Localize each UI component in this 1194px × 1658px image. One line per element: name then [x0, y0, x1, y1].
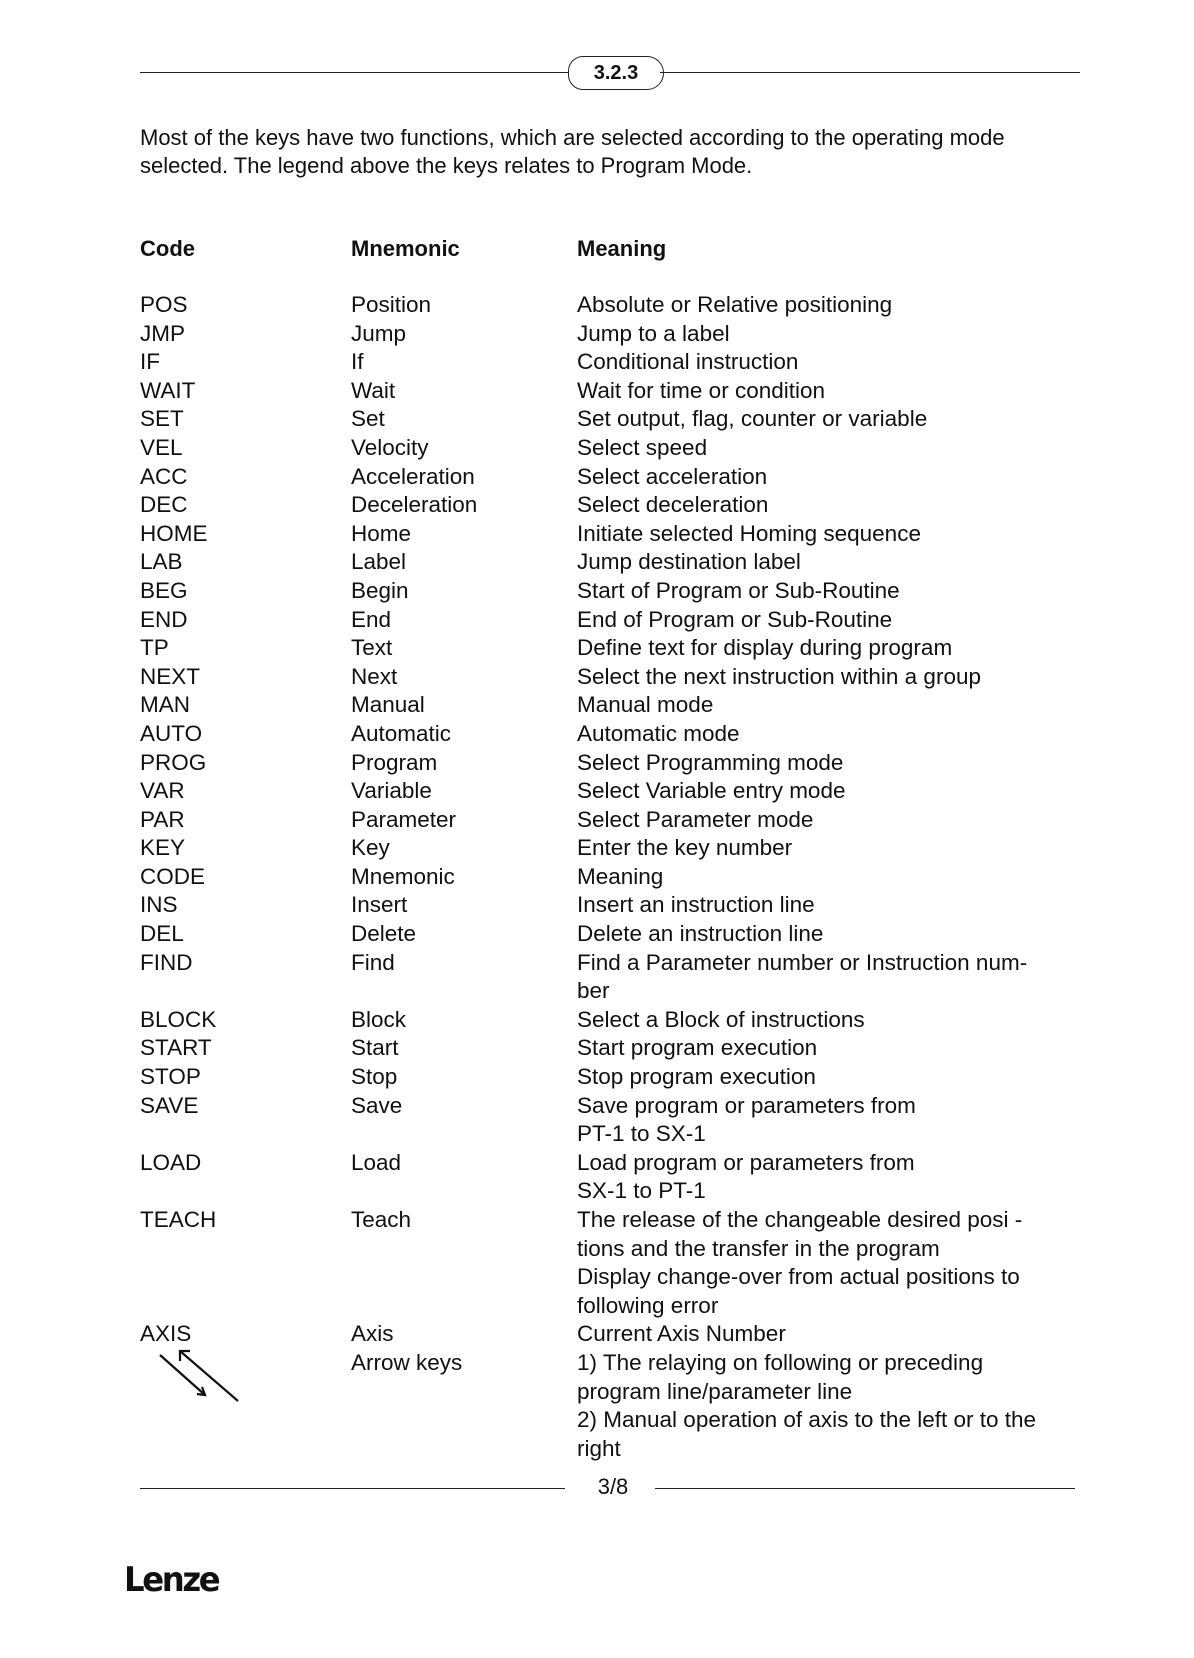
row-mnemonic: Deceleration: [351, 492, 478, 518]
row-meaning: Insert an instruction line: [577, 892, 815, 918]
footer-rule-right: [655, 1488, 1075, 1489]
row-mnemonic: Begin: [351, 577, 409, 603]
table-row: [0, 291, 1194, 320]
row-code: AUTO: [140, 720, 203, 746]
row-mnemonic: Insert: [351, 892, 408, 918]
table-row: [0, 548, 1194, 577]
table-row: [0, 1149, 1194, 1178]
row-meaning: 1) The relaying on following or preceding: [577, 1349, 984, 1375]
table-row: [0, 320, 1194, 349]
table-row: [0, 520, 1194, 549]
table-row: [0, 491, 1194, 520]
table-row: [0, 834, 1194, 863]
table-row: [0, 1063, 1194, 1092]
double-diagonal-arrows-icon: [150, 1345, 250, 1415]
row-mnemonic: Text: [351, 635, 393, 661]
row-mnemonic: Home: [351, 520, 412, 546]
row-mnemonic: Manual: [351, 692, 425, 718]
row-code: VEL: [140, 434, 183, 460]
row-meaning: Select speed: [577, 434, 708, 460]
table-row: [0, 1006, 1194, 1035]
row-code: TP: [140, 635, 169, 661]
row-mnemonic: Program: [351, 749, 438, 775]
table-row: [0, 1034, 1194, 1063]
table-row: [0, 691, 1194, 720]
table-row: [0, 891, 1194, 920]
row-code: DEC: [140, 492, 188, 518]
column-header-code: Code: [140, 236, 195, 261]
row-code: CODE: [140, 863, 206, 889]
column-header-mnemonic: Mnemonic: [351, 236, 460, 261]
row-meaning-continuation: ber: [577, 978, 610, 1004]
row-code: HOME: [140, 520, 208, 546]
row-meaning: Select deceleration: [577, 492, 769, 518]
row-meaning-continuation: tions and the transfer in the program: [577, 1235, 940, 1261]
row-mnemonic: Acceleration: [351, 463, 475, 489]
lenze-logo: Lenze: [124, 1560, 219, 1600]
row-code: PAR: [140, 806, 185, 832]
table-row: [0, 348, 1194, 377]
row-mnemonic: Delete: [351, 921, 417, 947]
row-code: STOP: [140, 1064, 201, 1090]
row-mnemonic: Save: [351, 1092, 403, 1118]
row-meaning-continuation: 2) Manual operation of axis to the left or to the: [577, 1407, 1037, 1433]
header-rule-right: [660, 72, 1080, 73]
row-code: SET: [140, 406, 184, 432]
table-row-continuation: [0, 1292, 1194, 1321]
row-code: BEG: [140, 577, 188, 603]
row-meaning: Save program or parameters from: [577, 1092, 916, 1118]
row-code: DEL: [140, 921, 184, 947]
row-code: JMP: [140, 320, 185, 346]
row-mnemonic: Teach: [351, 1207, 412, 1232]
row-mnemonic: Parameter: [351, 806, 457, 832]
row-meaning: Start of Program or Sub-Routine: [577, 577, 900, 603]
table-row: [0, 1092, 1194, 1121]
row-mnemonic: Velocity: [351, 434, 429, 460]
row-meaning: Find a Parameter number or Instruction num-: [577, 949, 1028, 975]
table-row: [0, 749, 1194, 778]
row-meaning: Delete an instruction line: [577, 921, 824, 947]
row-meaning: The release of the changeable desired posi -: [577, 1207, 1023, 1232]
table-row: [0, 863, 1194, 892]
row-meaning: Automatic mode: [577, 720, 740, 746]
table-row: [0, 920, 1194, 949]
row-code: POS: [140, 292, 188, 317]
row-meaning: Select Programming mode: [577, 749, 844, 775]
table-row: [0, 434, 1194, 463]
table-row: [0, 777, 1194, 806]
row-meaning: Select a Block of instructions: [577, 1006, 865, 1032]
row-code: NEXT: [140, 663, 201, 689]
row-mnemonic: End: [351, 606, 392, 632]
row-meaning-continuation: following error: [577, 1292, 719, 1318]
row-mnemonic: Mnemonic: [351, 863, 455, 889]
row-code: INS: [140, 892, 178, 918]
row-meaning: Absolute or Relative positioning: [577, 292, 893, 317]
row-meaning: Current Axis Number: [577, 1321, 786, 1347]
table-row: [0, 663, 1194, 692]
row-meaning: Enter the key number: [577, 835, 793, 861]
table-row: [0, 405, 1194, 434]
footer-rule-left: [140, 1488, 565, 1489]
row-code: SAVE: [140, 1092, 199, 1118]
row-code: PROG: [140, 749, 207, 775]
row-code: TEACH: [140, 1207, 217, 1232]
table-row: [0, 720, 1194, 749]
row-meaning: Select Variable entry mode: [577, 778, 846, 804]
row-meaning: End of Program or Sub-Routine: [577, 606, 893, 632]
row-meaning-continuation: SX-1 to PT-1: [577, 1178, 706, 1204]
row-meaning: Manual mode: [577, 692, 714, 718]
intro-paragraph: Most of the keys have two functions, which are selected according to the operating mode selected. The legend above the keys relates to Program Mode.: [140, 125, 1005, 178]
key-table: [0, 291, 1194, 1463]
row-mnemonic: Stop: [351, 1064, 398, 1090]
row-meaning: Select Parameter mode: [577, 806, 814, 832]
row-mnemonic: Find: [351, 949, 395, 975]
row-meaning: Set output, flag, counter or variable: [577, 406, 928, 432]
row-mnemonic: Jump: [351, 320, 407, 346]
table-row: [0, 463, 1194, 492]
row-mnemonic: Load: [351, 1149, 402, 1175]
row-code: END: [140, 606, 188, 632]
row-code: LAB: [140, 549, 183, 575]
row-meaning: Conditional instruction: [577, 349, 799, 375]
row-code: KEY: [140, 835, 186, 861]
row-meaning: Start program execution: [577, 1035, 818, 1061]
row-meaning: Initiate selected Homing sequence: [577, 520, 921, 546]
table-row-continuation: [0, 1235, 1194, 1264]
row-meaning: Select the next instruction within a group: [577, 663, 981, 689]
table-row: [0, 577, 1194, 606]
row-mnemonic: Variable: [351, 778, 432, 804]
row-mnemonic: Block: [351, 1006, 407, 1032]
row-code: VAR: [140, 778, 185, 804]
table-row-continuation: [0, 1120, 1194, 1149]
row-mnemonic: Key: [351, 835, 390, 861]
row-code: START: [140, 1035, 212, 1061]
row-code: IF: [140, 349, 160, 375]
row-meaning-continuation: PT-1 to SX-1: [577, 1121, 706, 1147]
row-meaning: Select acceleration: [577, 463, 768, 489]
row-meaning: Jump destination label: [577, 549, 801, 575]
row-meaning: Meaning: [577, 863, 664, 889]
row-mnemonic: Position: [351, 292, 432, 317]
row-meaning: Wait for time or condition: [577, 377, 826, 403]
row-code: WAIT: [140, 377, 196, 403]
row-meaning: Load program or parameters from: [577, 1149, 915, 1175]
row-meaning-continuation: Display change-over from actual positions to: [577, 1264, 1020, 1290]
table-row-continuation: [0, 1435, 1194, 1464]
row-mnemonic: Wait: [351, 377, 396, 403]
row-code: BLOCK: [140, 1006, 217, 1032]
row-code: AXIS: [140, 1321, 192, 1347]
column-header-meaning: Meaning: [577, 236, 667, 261]
row-mnemonic: Next: [351, 663, 398, 689]
section-number-tag: 3.2.3: [568, 56, 664, 90]
table-row: [0, 634, 1194, 663]
row-mnemonic: Set: [351, 406, 385, 432]
row-code: ACC: [140, 463, 188, 489]
table-row: [0, 806, 1194, 835]
row-meaning: Stop program execution: [577, 1064, 816, 1090]
row-mnemonic: If: [351, 349, 364, 375]
row-meaning: Define text for display during program: [577, 635, 953, 661]
table-row: [0, 949, 1194, 978]
page-number: 3/8: [597, 1474, 629, 1499]
table-row: [0, 377, 1194, 406]
row-mnemonic: Arrow keys: [351, 1349, 463, 1375]
header-rule-left: [140, 72, 570, 73]
row-code: FIND: [140, 949, 193, 975]
table-row-continuation: [0, 1177, 1194, 1206]
table-row-continuation: [0, 1263, 1194, 1292]
table-row: [0, 1206, 1194, 1235]
row-mnemonic: Label: [351, 549, 407, 575]
row-meaning: Jump to a label: [577, 320, 730, 346]
row-mnemonic: Axis: [351, 1321, 394, 1347]
row-code: LOAD: [140, 1149, 202, 1175]
table-row-continuation: [0, 977, 1194, 1006]
row-code: MAN: [140, 692, 190, 718]
row-meaning-continuation: program line/parameter line: [577, 1378, 853, 1404]
table-row: [0, 606, 1194, 635]
row-mnemonic: Start: [351, 1035, 399, 1061]
row-meaning-continuation: right: [577, 1435, 621, 1461]
row-mnemonic: Automatic: [351, 720, 452, 746]
